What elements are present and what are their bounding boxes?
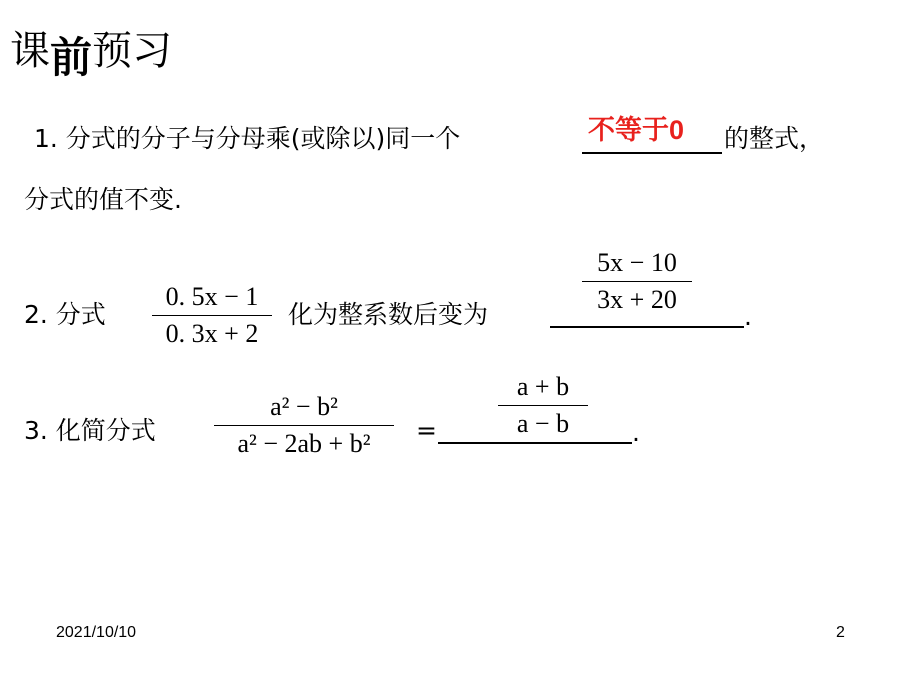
slide-title: [10, 28, 173, 82]
q2-answer-bar: [582, 281, 692, 282]
q2-middle-text: 化为整系数后变为: [288, 300, 489, 329]
footer-page-number: 2: [836, 624, 845, 641]
q2-answer-fraction: [582, 248, 692, 315]
q3-answer-fraction: [498, 372, 588, 439]
q1-text-a: 1. 分式的分子与分母乘(或除以)同一个: [34, 124, 461, 153]
q3-equals: =: [416, 416, 437, 445]
q1-text-b: 的整式，: [724, 124, 825, 153]
q2-fraction-denominator: 0. 3x + 2: [165, 319, 259, 348]
title-char-1: 课: [10, 28, 50, 74]
q3-label: 3. 化简分式: [24, 416, 156, 445]
q1-answer: 不等于0: [588, 115, 685, 145]
q2-answer-denominator: 3x + 20: [597, 285, 677, 314]
q3-fraction-denominator: a² − 2ab + b²: [237, 429, 371, 458]
footer-date: 2021/10/10: [56, 624, 137, 641]
q3-end: .: [632, 418, 640, 447]
title-char-emphasis: 前: [50, 33, 93, 82]
q2-label: 2. 分式: [24, 300, 106, 329]
q2-end: .: [744, 302, 752, 331]
q2-fraction-bar: [152, 315, 272, 316]
q3-answer-bar: [498, 405, 588, 406]
q3-fraction: [214, 392, 394, 459]
q2-answer-numerator: 5x − 10: [597, 248, 677, 277]
q3-fraction-bar: [214, 425, 394, 426]
q3-answer-numerator: a + b: [516, 372, 570, 401]
q1-answer-blank: [582, 152, 722, 154]
q3-answer-denominator: a − b: [516, 409, 570, 438]
q1-text-c: 分式的值不变.: [24, 185, 182, 214]
q3-answer-blank: [438, 442, 632, 444]
q2-answer-blank: [550, 326, 744, 328]
q2-fraction-numerator: 0. 5x − 1: [165, 282, 259, 311]
q2-fraction: [152, 282, 272, 349]
q3-fraction-numerator: a² − b²: [270, 392, 338, 421]
title-rest: 预习: [92, 28, 173, 74]
